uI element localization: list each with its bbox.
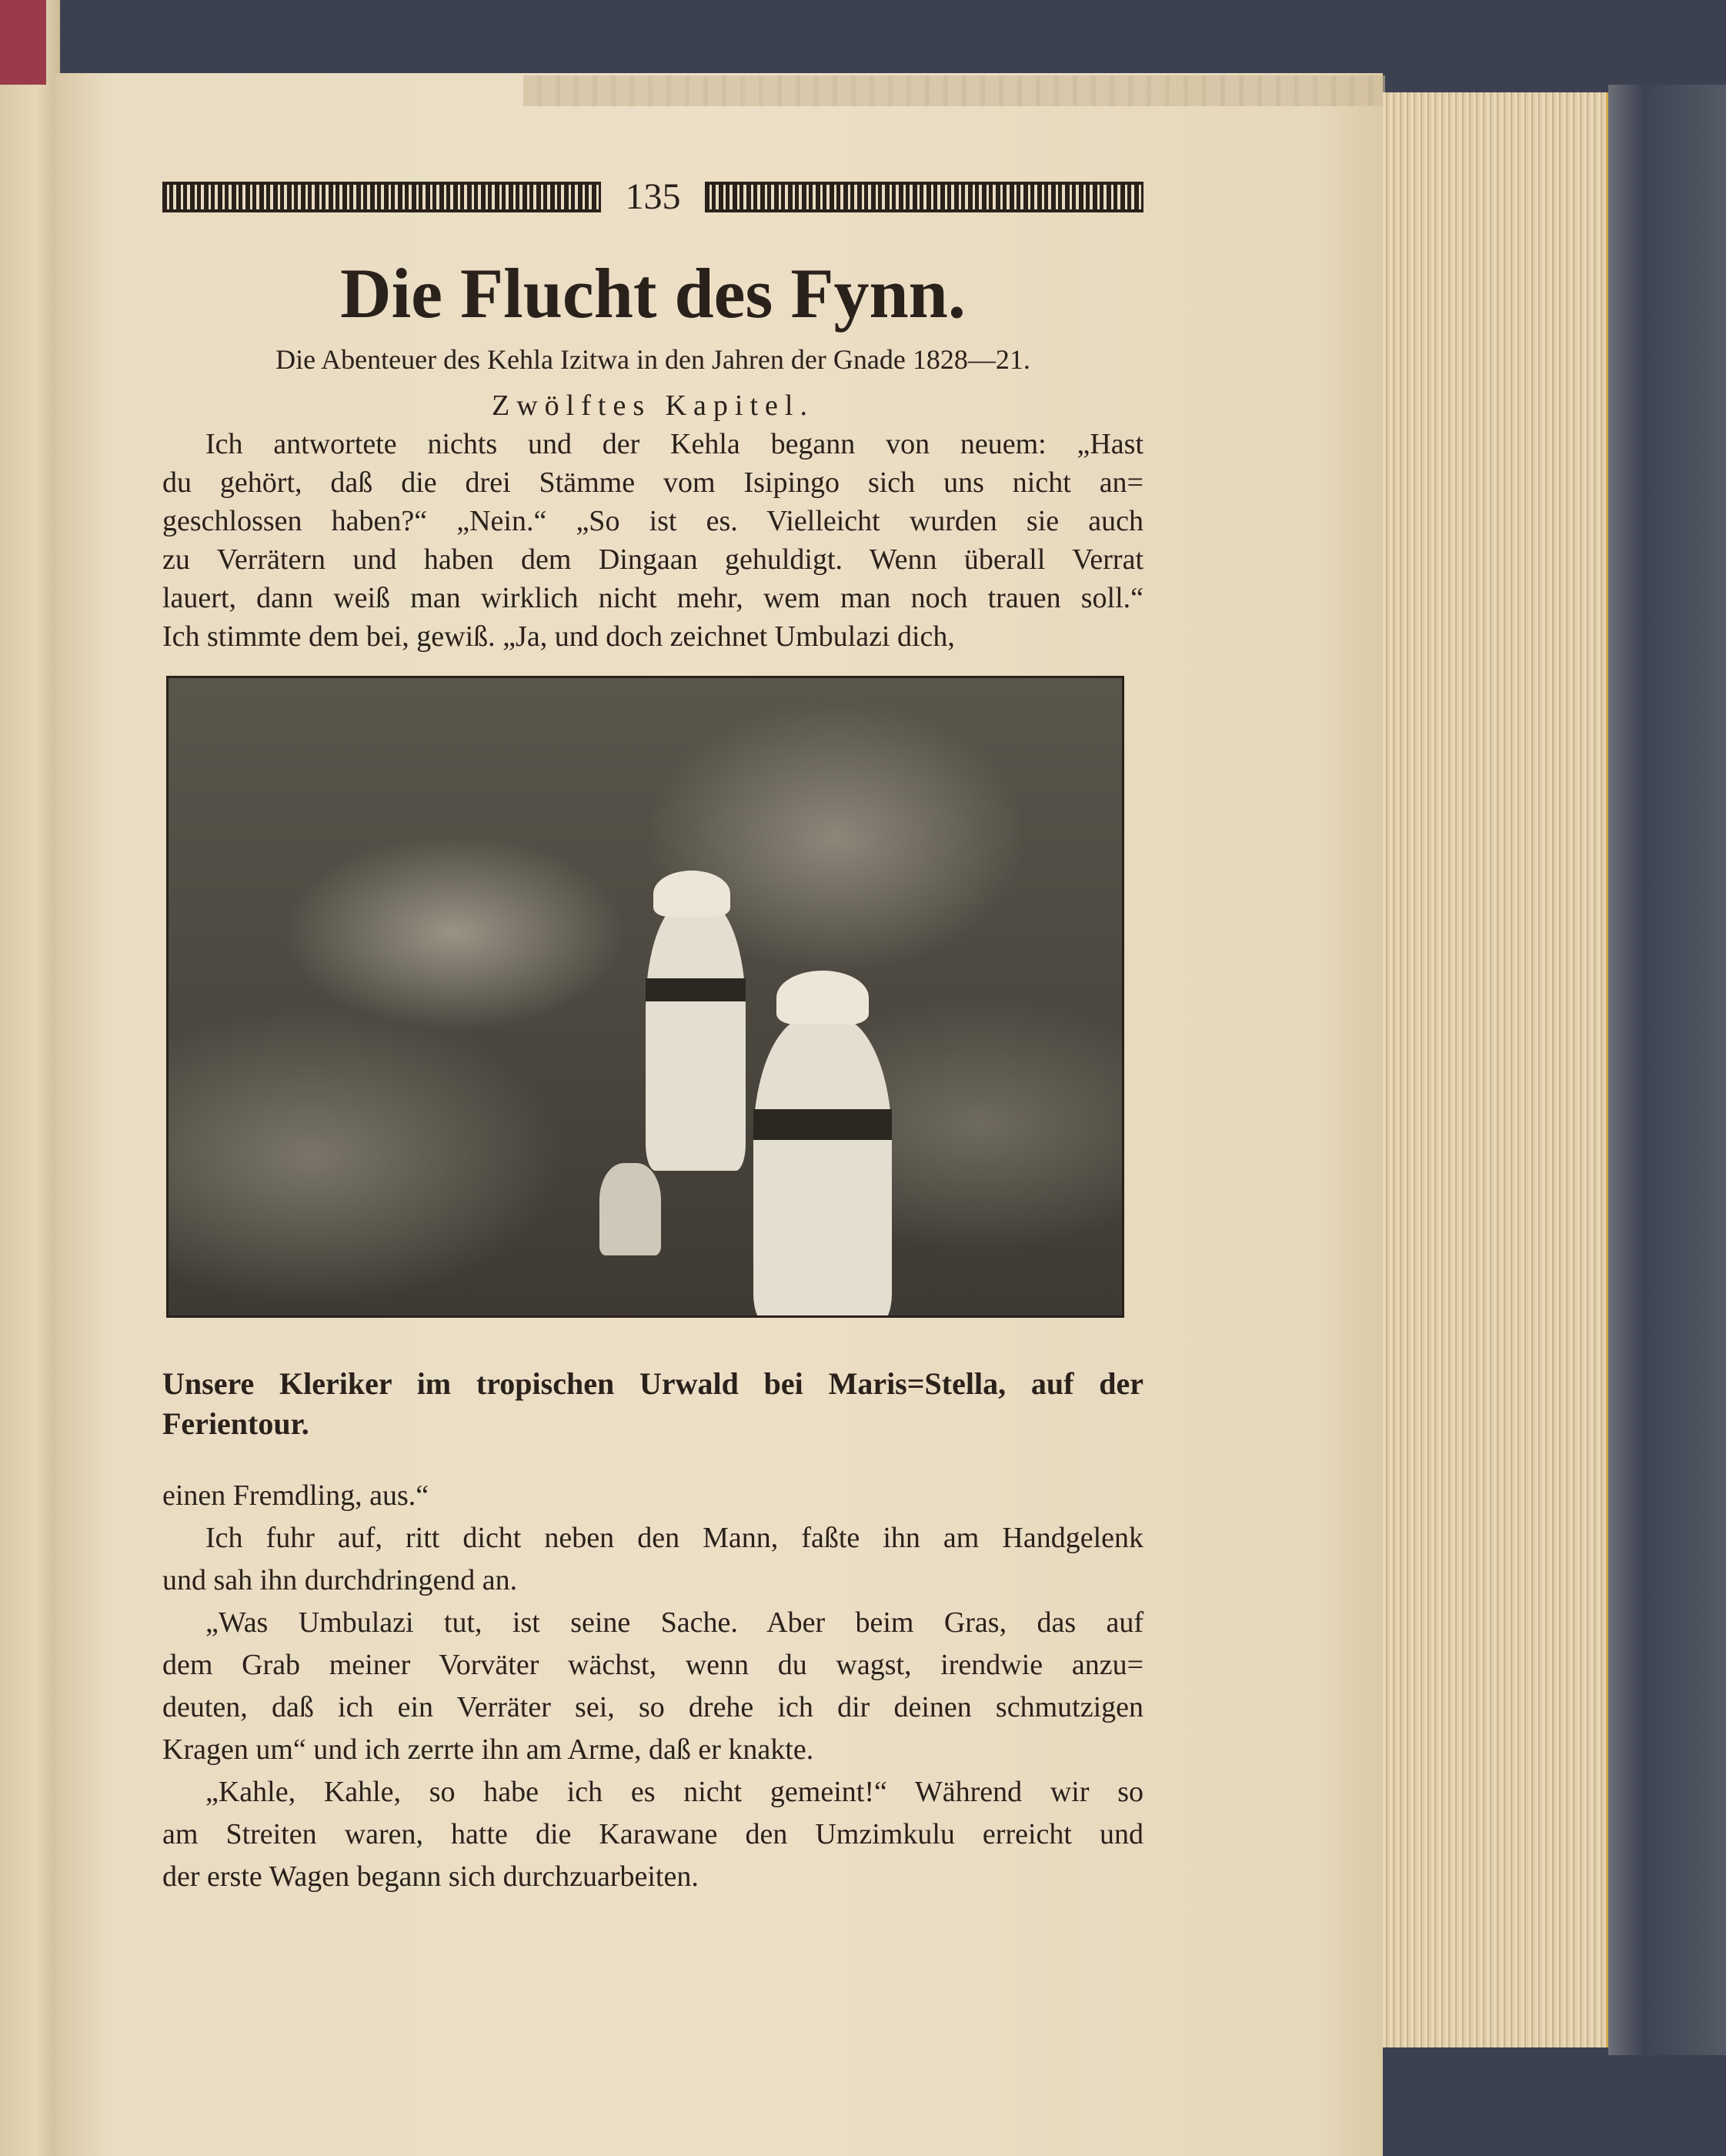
text-line: „Was Umbulazi tut, ist seine Sache. Aber beim Gras, das auf xyxy=(205,1606,1143,1639)
text-line: Ich stimmte dem bei, gewiß. „Ja, und doch zeichnet Umbulazi dich, xyxy=(162,620,955,653)
text-line: zu Verrätern und haben dem Dingaan gehuldigt. Wenn überall Verrat xyxy=(162,543,1143,576)
text-line: Kragen um“ und ich zerrte ihn am Arme, daß er knakte. xyxy=(162,1733,814,1766)
article-subtitle: Die Abenteuer des Kehla Izitwa in den Jahren der Gnade 1828—21. xyxy=(275,344,1030,375)
text-line: der erste Wagen begann sich durchzuarbeiten. xyxy=(162,1860,699,1893)
article-title: Die Flucht des Fynn. xyxy=(340,254,966,333)
body-text-top xyxy=(162,425,1143,656)
figure-cleric-2 xyxy=(753,1017,892,1318)
text-line: Ich antwortete nichts und der Kehla begann von neuem: „Hast xyxy=(205,428,1143,460)
photograph-clerics-in-jungle xyxy=(166,676,1124,1318)
page-number: 135 xyxy=(625,176,681,217)
text-line: „Kahle, Kahle, so habe ich es nicht gemeint!“ Während wir so xyxy=(205,1776,1143,1808)
photo-caption: Unsere Kleriker im tropischen Urwald bei Maris=Stella, auf der Ferientour. xyxy=(162,1366,1143,1441)
page-block-edges xyxy=(1383,92,1611,2047)
text-line: du gehört, daß die drei Stämme vom Isipingo sich uns nicht an= xyxy=(162,466,1143,499)
belt xyxy=(646,978,746,1001)
text-line: deuten, daß ich ein Verräter sei, so drehe ich dir deinen schmutzigen xyxy=(162,1691,1143,1723)
book-cover xyxy=(1608,85,1726,2055)
text-line: am Streiten waren, hatte die Karawane den Umzimkulu erreicht und xyxy=(162,1818,1143,1850)
belt xyxy=(753,1109,892,1140)
red-headband xyxy=(0,0,46,85)
text-line: lauert, dann weiß man wirklich nicht mehr, wem man noch trauen soll.“ xyxy=(162,582,1143,614)
text-line: und sah ihn durchdringend an. xyxy=(162,1564,518,1596)
hat-icon xyxy=(776,971,869,1025)
ornament-rule-left xyxy=(162,182,601,212)
running-header xyxy=(162,174,1143,220)
text-line: einen Fremdling, aus.“ xyxy=(162,1479,429,1512)
figure-child xyxy=(599,1163,661,1255)
hat-icon xyxy=(653,871,730,917)
text-line: Ich fuhr auf, ritt dicht neben den Mann, faßte ihn am Handgelenk xyxy=(205,1522,1143,1554)
text-line: dem Grab meiner Vorväter wächst, wenn du wagst, irendwie anzu= xyxy=(162,1649,1143,1681)
body-text-bottom xyxy=(162,1475,1143,1898)
left-page-edge xyxy=(0,0,60,2156)
page-top-shadow xyxy=(523,75,1385,106)
chapter-heading: Zwölftes Kapitel. xyxy=(492,389,814,422)
figure-cleric-1 xyxy=(646,901,746,1171)
text-column xyxy=(162,174,1143,1898)
text-line: geschlossen haben?“ „Nein.“ „So ist es. Vielleicht wurden sie auch xyxy=(162,505,1143,537)
ornament-rule-right xyxy=(705,182,1143,212)
